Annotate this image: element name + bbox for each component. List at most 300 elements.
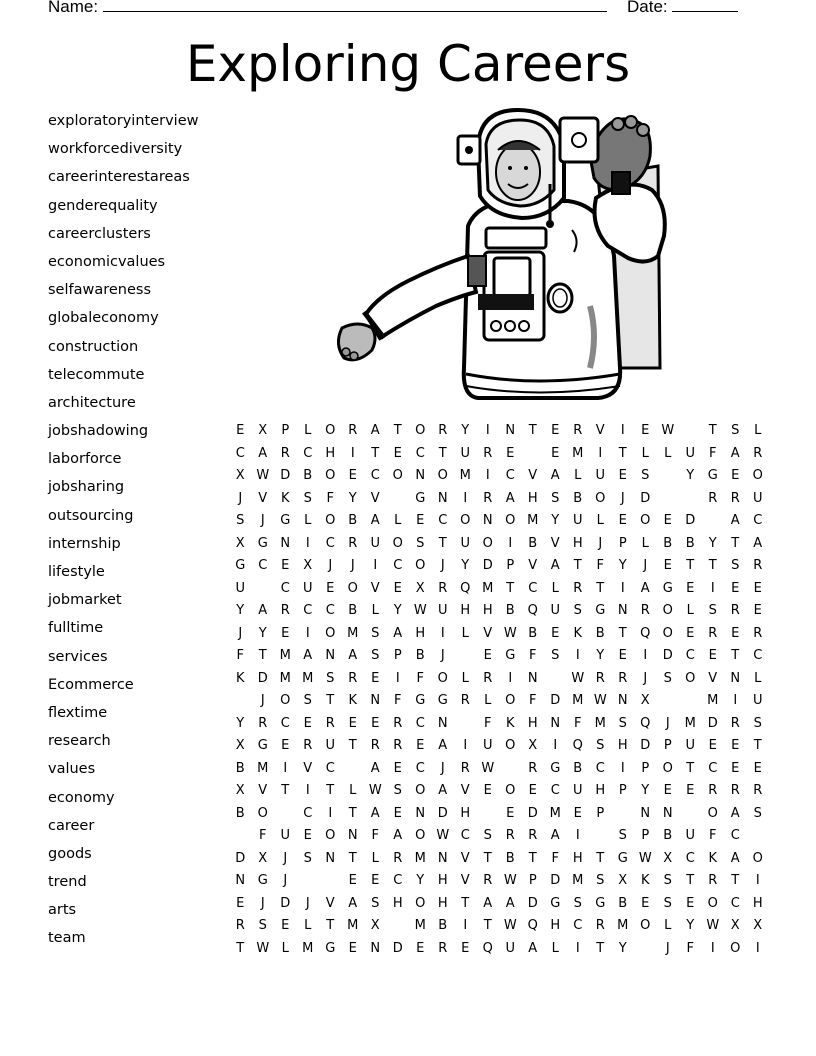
grid-letter[interactable]: B: [528, 625, 538, 641]
grid-letter[interactable]: R: [483, 445, 493, 461]
grid-letter[interactable]: N: [415, 805, 426, 821]
grid-letter[interactable]: W: [638, 850, 652, 866]
grid-letter[interactable]: X: [730, 918, 740, 933]
grid-letter[interactable]: O: [662, 625, 673, 641]
grid-letter[interactable]: T: [371, 445, 380, 461]
grid-letter[interactable]: N: [370, 940, 381, 956]
grid-letter[interactable]: D: [280, 468, 291, 483]
grid-letter[interactable]: D: [550, 873, 561, 888]
grid-letter[interactable]: I: [575, 648, 580, 663]
grid-letter[interactable]: L: [664, 445, 672, 461]
grid-letter[interactable]: M: [572, 873, 584, 888]
grid-letter[interactable]: X: [528, 738, 538, 753]
grid-letter[interactable]: D: [707, 715, 718, 731]
grid-letter[interactable]: N: [482, 513, 493, 528]
grid-letter[interactable]: I: [305, 625, 310, 641]
grid-letter[interactable]: O: [280, 693, 291, 708]
grid-letter[interactable]: U: [235, 580, 245, 596]
grid-letter[interactable]: M: [459, 468, 471, 483]
grid-letter[interactable]: T: [618, 625, 627, 641]
grid-letter[interactable]: N: [437, 850, 448, 866]
grid-letter[interactable]: R: [348, 535, 358, 551]
grid-letter[interactable]: A: [258, 603, 268, 618]
grid-letter[interactable]: X: [235, 738, 245, 753]
grid-letter[interactable]: D: [437, 805, 448, 821]
grid-letter[interactable]: C: [528, 580, 538, 596]
grid-letter[interactable]: N: [235, 873, 246, 888]
grid-letter[interactable]: C: [393, 873, 403, 888]
grid-letter[interactable]: A: [303, 648, 313, 663]
grid-letter[interactable]: M: [347, 918, 359, 933]
grid-letter[interactable]: D: [392, 940, 403, 956]
grid-letter[interactable]: I: [508, 670, 513, 686]
grid-letter[interactable]: S: [371, 625, 380, 641]
grid-letter[interactable]: I: [553, 738, 558, 753]
grid-letter[interactable]: R: [528, 828, 538, 843]
grid-letter[interactable]: J: [440, 648, 445, 663]
grid-letter[interactable]: R: [460, 760, 470, 776]
grid-letter[interactable]: S: [663, 670, 672, 686]
grid-letter[interactable]: V: [550, 535, 560, 551]
grid-letter[interactable]: K: [640, 873, 650, 888]
grid-letter[interactable]: W: [481, 760, 495, 776]
grid-letter[interactable]: O: [415, 558, 426, 573]
grid-letter[interactable]: I: [283, 760, 288, 776]
grid-letter[interactable]: I: [710, 580, 715, 596]
grid-letter[interactable]: W: [571, 670, 585, 686]
grid-letter[interactable]: A: [393, 828, 403, 843]
grid-letter[interactable]: Y: [258, 625, 267, 641]
grid-letter[interactable]: C: [415, 760, 425, 776]
grid-letter[interactable]: I: [598, 445, 603, 461]
grid-letter[interactable]: C: [685, 850, 695, 866]
grid-letter[interactable]: L: [304, 423, 312, 438]
grid-letter[interactable]: N: [662, 805, 673, 821]
grid-letter[interactable]: M: [347, 625, 359, 641]
grid-letter[interactable]: E: [731, 738, 740, 753]
grid-letter[interactable]: J: [643, 558, 648, 573]
grid-letter[interactable]: E: [731, 580, 740, 596]
grid-letter[interactable]: Y: [236, 715, 245, 731]
grid-letter[interactable]: E: [281, 558, 290, 573]
grid-letter[interactable]: U: [482, 738, 493, 753]
grid-letter[interactable]: V: [370, 490, 380, 506]
grid-letter[interactable]: A: [730, 805, 740, 821]
grid-letter[interactable]: E: [371, 715, 380, 731]
grid-letter[interactable]: A: [730, 445, 740, 461]
grid-letter[interactable]: P: [596, 805, 605, 821]
grid-letter[interactable]: O: [505, 513, 516, 528]
grid-letter[interactable]: P: [663, 738, 672, 753]
grid-letter[interactable]: R: [640, 603, 650, 618]
grid-letter[interactable]: O: [325, 625, 336, 641]
grid-letter[interactable]: O: [415, 828, 426, 843]
grid-letter[interactable]: W: [256, 468, 270, 483]
grid-letter[interactable]: F: [394, 693, 402, 708]
grid-letter[interactable]: W: [503, 918, 517, 933]
grid-letter[interactable]: R: [348, 423, 358, 438]
grid-letter[interactable]: S: [303, 850, 312, 866]
grid-letter[interactable]: [274, 803, 297, 826]
grid-letter[interactable]: E: [663, 558, 672, 573]
grid-letter[interactable]: E: [753, 580, 762, 596]
grid-letter[interactable]: O: [730, 940, 741, 956]
grid-letter[interactable]: F: [236, 648, 244, 663]
grid-letter[interactable]: H: [617, 738, 628, 753]
grid-letter[interactable]: C: [258, 558, 268, 573]
grid-letter[interactable]: C: [753, 648, 763, 663]
grid-letter[interactable]: Q: [640, 715, 651, 731]
grid-letter[interactable]: J: [665, 940, 670, 956]
grid-letter[interactable]: W: [368, 783, 382, 798]
grid-letter[interactable]: P: [506, 558, 515, 573]
grid-letter[interactable]: E: [663, 513, 672, 528]
grid-letter[interactable]: U: [460, 445, 470, 461]
grid-letter[interactable]: N: [730, 670, 741, 686]
grid-letter[interactable]: J: [238, 625, 243, 641]
grid-letter[interactable]: C: [595, 760, 605, 776]
grid-letter[interactable]: A: [730, 850, 740, 866]
grid-letter[interactable]: X: [663, 850, 673, 866]
grid-letter[interactable]: Q: [527, 603, 538, 618]
grid-letter[interactable]: T: [348, 805, 357, 821]
grid-letter[interactable]: T: [438, 445, 447, 461]
grid-letter[interactable]: E: [731, 625, 740, 641]
grid-letter[interactable]: G: [257, 738, 268, 753]
grid-letter[interactable]: E: [618, 513, 627, 528]
grid-letter[interactable]: [679, 690, 702, 713]
grid-letter[interactable]: G: [707, 468, 718, 483]
grid-letter[interactable]: A: [550, 558, 560, 573]
grid-letter[interactable]: F: [371, 828, 379, 843]
grid-letter[interactable]: U: [437, 603, 448, 618]
grid-letter[interactable]: V: [483, 625, 493, 641]
grid-letter[interactable]: O: [482, 535, 493, 551]
grid-letter[interactable]: B: [348, 513, 358, 528]
grid-letter[interactable]: U: [572, 513, 583, 528]
grid-letter[interactable]: U: [572, 783, 583, 798]
grid-letter[interactable]: O: [595, 490, 606, 506]
grid-letter[interactable]: O: [707, 895, 718, 911]
grid-letter[interactable]: L: [461, 670, 469, 686]
grid-letter[interactable]: T: [326, 918, 335, 933]
grid-letter[interactable]: U: [460, 535, 470, 551]
grid-letter[interactable]: Y: [708, 535, 717, 551]
grid-letter[interactable]: S: [371, 895, 380, 911]
grid-letter[interactable]: F: [596, 558, 604, 573]
grid-letter[interactable]: C: [393, 558, 403, 573]
grid-letter[interactable]: Y: [686, 918, 695, 933]
grid-letter[interactable]: C: [685, 648, 695, 663]
grid-letter[interactable]: I: [463, 738, 468, 753]
grid-letter[interactable]: C: [415, 715, 425, 731]
grid-letter[interactable]: E: [303, 828, 312, 843]
grid-letter[interactable]: Y: [618, 558, 627, 573]
grid-letter[interactable]: C: [303, 805, 313, 821]
grid-letter[interactable]: O: [257, 805, 268, 821]
grid-letter[interactable]: T: [483, 918, 492, 933]
grid-letter[interactable]: M: [414, 850, 426, 866]
grid-letter[interactable]: O: [685, 670, 696, 686]
grid-letter[interactable]: R: [708, 873, 718, 888]
grid-letter[interactable]: E: [371, 670, 380, 686]
grid-letter[interactable]: S: [483, 828, 492, 843]
grid-letter[interactable]: G: [505, 648, 516, 663]
grid-letter[interactable]: V: [595, 423, 605, 438]
grid-letter[interactable]: O: [325, 828, 336, 843]
grid-letter[interactable]: N: [640, 805, 651, 821]
grid-letter[interactable]: W: [436, 828, 450, 843]
grid-letter[interactable]: D: [640, 490, 651, 506]
grid-letter[interactable]: F: [416, 670, 424, 686]
grid-letter[interactable]: G: [415, 490, 426, 506]
grid-letter[interactable]: T: [393, 423, 402, 438]
grid-letter[interactable]: G: [595, 603, 606, 618]
grid-letter[interactable]: E: [236, 895, 245, 911]
grid-letter[interactable]: [319, 870, 342, 893]
grid-letter[interactable]: E: [663, 783, 672, 798]
grid-letter[interactable]: N: [347, 828, 358, 843]
grid-letter[interactable]: A: [258, 445, 268, 461]
grid-letter[interactable]: O: [662, 603, 673, 618]
grid-letter[interactable]: R: [573, 423, 583, 438]
grid-letter[interactable]: [454, 713, 477, 736]
grid-letter[interactable]: R: [393, 850, 403, 866]
grid-letter[interactable]: C: [415, 445, 425, 461]
grid-letter[interactable]: G: [662, 580, 673, 596]
grid-letter[interactable]: E: [731, 760, 740, 776]
grid-letter[interactable]: R: [708, 625, 718, 641]
grid-letter[interactable]: O: [707, 805, 718, 821]
grid-letter[interactable]: R: [528, 760, 538, 776]
grid-letter[interactable]: U: [280, 828, 290, 843]
grid-letter[interactable]: X: [370, 918, 380, 933]
grid-letter[interactable]: T: [708, 423, 717, 438]
grid-letter[interactable]: L: [641, 535, 649, 551]
grid-letter[interactable]: C: [280, 580, 290, 596]
grid-letter[interactable]: A: [348, 895, 358, 911]
grid-letter[interactable]: E: [551, 423, 560, 438]
grid-letter[interactable]: Q: [640, 625, 651, 641]
grid-letter[interactable]: A: [550, 828, 560, 843]
grid-letter[interactable]: U: [752, 693, 763, 708]
grid-letter[interactable]: B: [505, 603, 515, 618]
grid-letter[interactable]: P: [641, 828, 650, 843]
grid-letter[interactable]: T: [708, 558, 717, 573]
grid-letter[interactable]: C: [438, 513, 448, 528]
grid-letter[interactable]: J: [283, 850, 288, 866]
grid-letter[interactable]: T: [573, 558, 582, 573]
grid-letter[interactable]: C: [460, 828, 470, 843]
grid-letter[interactable]: N: [505, 423, 516, 438]
grid-letter[interactable]: T: [348, 850, 357, 866]
grid-letter[interactable]: R: [280, 445, 290, 461]
grid-letter[interactable]: J: [665, 715, 670, 731]
grid-letter[interactable]: H: [437, 873, 448, 888]
grid-letter[interactable]: H: [437, 895, 448, 911]
grid-letter[interactable]: B: [595, 625, 605, 641]
grid-letter[interactable]: E: [686, 783, 695, 798]
grid-letter[interactable]: I: [620, 423, 625, 438]
grid-letter[interactable]: S: [303, 490, 312, 506]
grid-letter[interactable]: H: [752, 895, 763, 911]
grid-letter[interactable]: O: [505, 693, 516, 708]
grid-letter[interactable]: O: [640, 918, 651, 933]
grid-letter[interactable]: O: [640, 513, 651, 528]
grid-letter[interactable]: S: [596, 738, 605, 753]
grid-letter[interactable]: M: [684, 715, 696, 731]
grid-letter[interactable]: T: [281, 783, 290, 798]
grid-letter[interactable]: J: [260, 513, 265, 528]
grid-letter[interactable]: L: [371, 850, 379, 866]
grid-letter[interactable]: X: [303, 558, 313, 573]
grid-letter[interactable]: S: [731, 558, 740, 573]
grid-letter[interactable]: E: [393, 760, 402, 776]
grid-letter[interactable]: R: [708, 783, 718, 798]
grid-letter[interactable]: Q: [482, 940, 493, 956]
grid-letter[interactable]: A: [370, 513, 380, 528]
grid-letter[interactable]: M: [302, 670, 314, 686]
grid-letter[interactable]: I: [395, 670, 400, 686]
grid-letter[interactable]: A: [528, 940, 538, 956]
grid-letter[interactable]: E: [551, 625, 560, 641]
grid-letter[interactable]: E: [708, 738, 717, 753]
grid-letter[interactable]: F: [709, 445, 717, 461]
grid-letter[interactable]: X: [618, 873, 628, 888]
grid-letter[interactable]: T: [686, 558, 695, 573]
grid-letter[interactable]: E: [416, 738, 425, 753]
grid-letter[interactable]: S: [618, 828, 627, 843]
grid-letter[interactable]: E: [731, 468, 740, 483]
grid-letter[interactable]: J: [620, 490, 625, 506]
grid-letter[interactable]: J: [283, 873, 288, 888]
grid-letter[interactable]: E: [281, 738, 290, 753]
grid-letter[interactable]: N: [550, 715, 561, 731]
grid-letter[interactable]: B: [505, 850, 515, 866]
grid-letter[interactable]: U: [505, 940, 515, 956]
grid-letter[interactable]: Y: [461, 558, 470, 573]
grid-letter[interactable]: F: [484, 715, 492, 731]
name-field[interactable]: [48, 0, 607, 17]
grid-letter[interactable]: C: [708, 760, 718, 776]
grid-letter[interactable]: F: [551, 850, 559, 866]
grid-letter[interactable]: D: [235, 850, 246, 866]
grid-letter[interactable]: I: [463, 918, 468, 933]
grid-letter[interactable]: W: [661, 423, 675, 438]
grid-letter[interactable]: L: [551, 580, 559, 596]
grid-letter[interactable]: O: [752, 850, 763, 866]
grid-letter[interactable]: D: [527, 895, 538, 911]
grid-letter[interactable]: A: [505, 895, 515, 911]
grid-letter[interactable]: H: [550, 918, 561, 933]
grid-letter[interactable]: A: [753, 535, 763, 551]
grid-letter[interactable]: U: [325, 738, 335, 753]
grid-letter[interactable]: S: [258, 918, 267, 933]
grid-letter[interactable]: I: [575, 828, 580, 843]
grid-letter[interactable]: G: [595, 895, 606, 911]
grid-letter[interactable]: B: [415, 648, 425, 663]
grid-letter[interactable]: R: [573, 580, 583, 596]
grid-letter[interactable]: C: [235, 445, 245, 461]
grid-letter[interactable]: J: [643, 670, 648, 686]
grid-letter[interactable]: B: [348, 603, 358, 618]
grid-letter[interactable]: I: [755, 940, 760, 956]
grid-letter[interactable]: I: [328, 805, 333, 821]
grid-letter[interactable]: H: [325, 445, 336, 461]
grid-letter[interactable]: H: [527, 715, 538, 731]
grid-letter[interactable]: D: [280, 895, 291, 911]
grid-letter[interactable]: Y: [348, 490, 357, 506]
grid-letter[interactable]: O: [437, 670, 448, 686]
grid-letter[interactable]: Y: [551, 513, 560, 528]
grid-letter[interactable]: T: [686, 760, 695, 776]
grid-letter[interactable]: [297, 870, 320, 893]
grid-letter[interactable]: T: [731, 535, 740, 551]
grid-letter[interactable]: U: [685, 828, 695, 843]
grid-letter[interactable]: E: [303, 715, 312, 731]
grid-letter[interactable]: [477, 803, 500, 826]
grid-letter[interactable]: M: [572, 445, 584, 461]
grid-letter[interactable]: N: [325, 850, 336, 866]
grid-letter[interactable]: L: [641, 445, 649, 461]
grid-letter[interactable]: S: [393, 783, 402, 798]
grid-letter[interactable]: E: [686, 580, 695, 596]
grid-letter[interactable]: N: [325, 648, 336, 663]
grid-letter[interactable]: N: [617, 693, 628, 708]
grid-letter[interactable]: R: [438, 940, 448, 956]
grid-letter[interactable]: S: [596, 873, 605, 888]
grid-letter[interactable]: L: [304, 513, 312, 528]
grid-letter[interactable]: S: [663, 873, 672, 888]
grid-letter[interactable]: S: [303, 693, 312, 708]
grid-letter[interactable]: C: [303, 445, 313, 461]
grid-letter[interactable]: B: [235, 760, 245, 776]
grid-letter[interactable]: L: [596, 513, 604, 528]
grid-letter[interactable]: L: [574, 468, 582, 483]
grid-letter[interactable]: K: [573, 625, 583, 641]
grid-letter[interactable]: R: [438, 580, 448, 596]
grid-letter[interactable]: M: [527, 513, 539, 528]
grid-letter[interactable]: U: [685, 445, 695, 461]
grid-letter[interactable]: T: [731, 873, 740, 888]
grid-letter[interactable]: P: [618, 783, 627, 798]
grid-letter[interactable]: J: [440, 760, 445, 776]
grid-letter[interactable]: E: [348, 468, 357, 483]
grid-letter[interactable]: I: [305, 783, 310, 798]
grid-letter[interactable]: F: [574, 715, 582, 731]
grid-letter[interactable]: A: [370, 423, 380, 438]
grid-letter[interactable]: I: [463, 490, 468, 506]
grid-letter[interactable]: G: [280, 513, 291, 528]
date-field[interactable]: [627, 0, 738, 17]
grid-letter[interactable]: T: [326, 783, 335, 798]
grid-letter[interactable]: B: [235, 805, 245, 821]
grid-letter[interactable]: R: [370, 738, 380, 753]
name-blank-line[interactable]: [103, 0, 607, 12]
grid-letter[interactable]: I: [710, 940, 715, 956]
grid-letter[interactable]: I: [620, 580, 625, 596]
grid-letter[interactable]: [252, 578, 275, 601]
grid-letter[interactable]: O: [505, 783, 516, 798]
word-search-grid[interactable]: [229, 420, 769, 960]
grid-letter[interactable]: H: [392, 895, 403, 911]
grid-letter[interactable]: M: [257, 760, 269, 776]
grid-letter[interactable]: V: [325, 895, 335, 911]
grid-letter[interactable]: O: [325, 513, 336, 528]
grid-letter[interactable]: R: [505, 828, 515, 843]
grid-letter[interactable]: [747, 825, 770, 848]
grid-letter[interactable]: J: [328, 558, 333, 573]
